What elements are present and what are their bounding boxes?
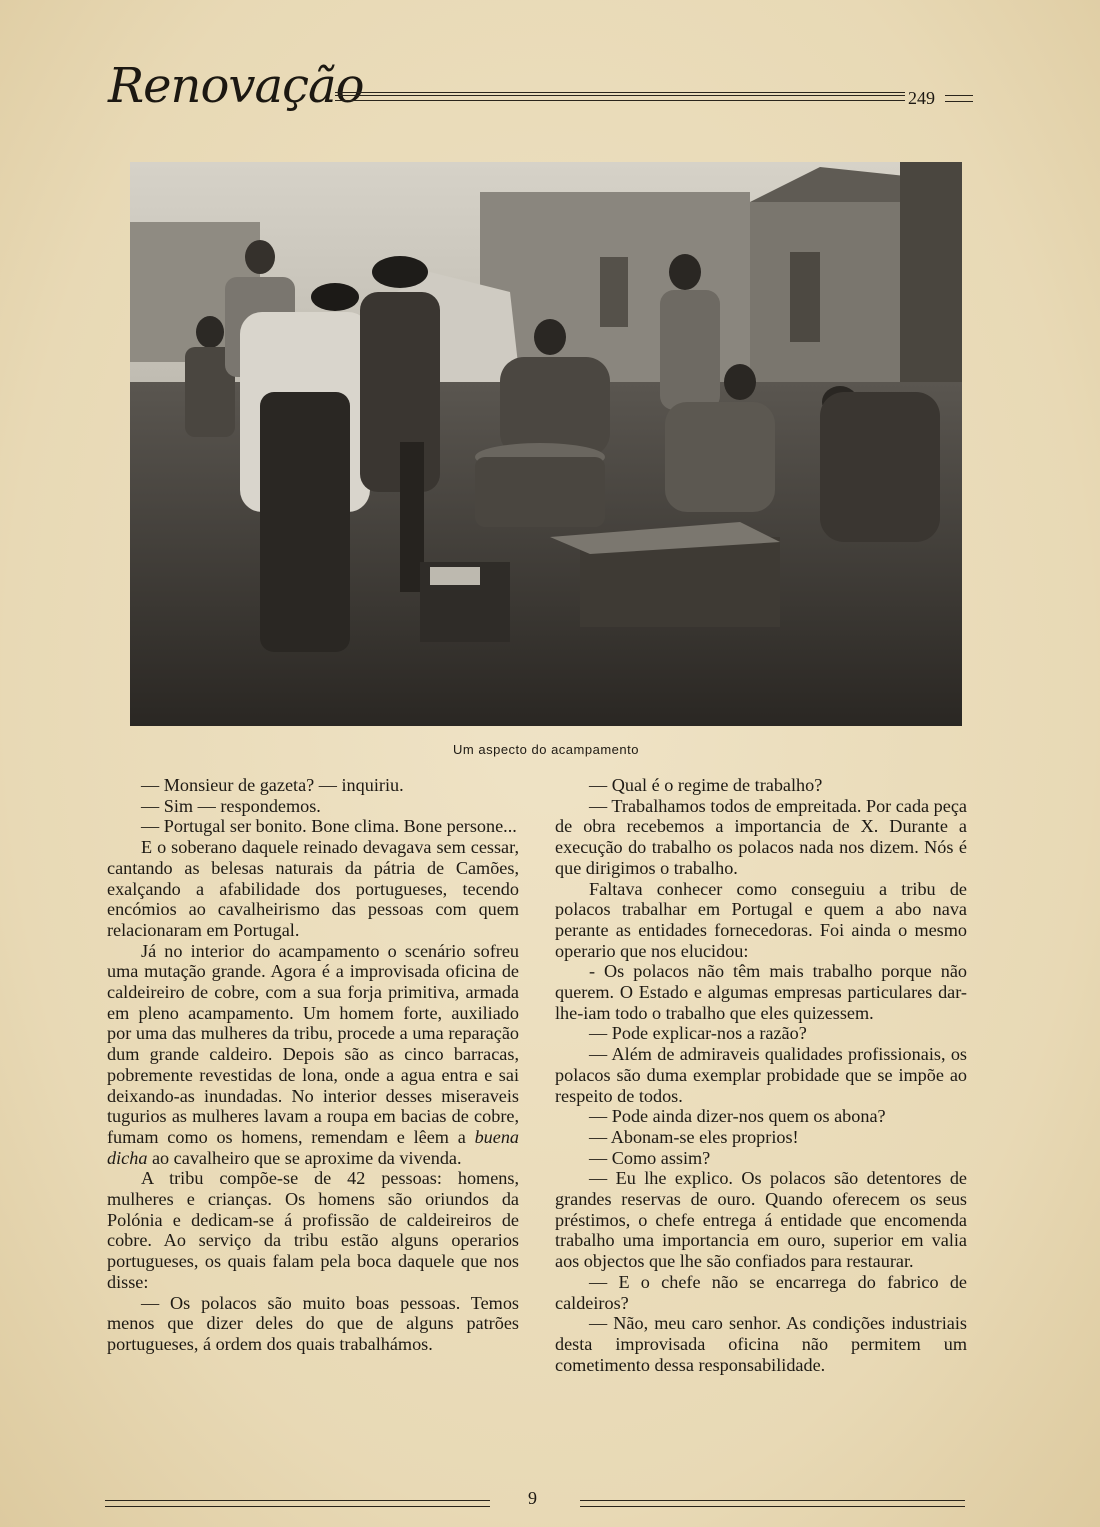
paragraph: — Sim — respondemos. [141,795,321,816]
paragraph: — Pode ainda dizer-nos quem os abona? [589,1106,886,1127]
page-number-rule [945,95,973,102]
paragraph: — Trabalhamos todos de empreitada. Por cada peça de obra recebemos a importancia de X. Durante a execução do trabalho os polacos nada nos dizem. Nós é que dirigimos o trabalho. [555,795,967,878]
paragraph: — Qual é o regime de trabalho? [589,775,823,795]
paragraph: — Abonam-se eles proprios! [589,1126,799,1147]
paragraph: Faltava conhecer como conseguiu a tribu de polacos trabalhar em Portugal e quem a abo nava perante as entidades fornecedoras. Foi ainda o mesmo operario que nos elucidou: [555,878,967,961]
paragraph: E o soberano daquele reinado devagava sem cessar, cantando as belesas naturais da pátria de Camões, exalçando a afabilidade dos portugueses, tecendo encómios ao cavalheirismo das pessoas com quem relacionaram em Portugal. [107,837,519,940]
page-number: 249 [908,88,935,108]
article-column-left [107,775,519,1355]
footer-rule-left [105,1500,490,1507]
paragraph [107,941,519,1169]
paragraph: — Como assim? [589,1147,711,1168]
paragraph: — Pode explicar-nos a razão? [589,1023,807,1044]
paragraph: — E o chefe não se encarrega do fabrico de caldeiros? [555,1271,967,1313]
paragraph: — Portugal ser bonito. Bone clima. Bone persone... [141,816,517,837]
italic-phrase: buena dicha [107,1126,520,1168]
sheet-number: 9 [528,1488,537,1508]
paragraph: — Os polacos são muito boas pessoas. Temos menos que dizer deles do que de alguns patrões portugueses, á ordem dos quais trabalhámos. [107,1292,519,1354]
masthead-rule [335,92,905,101]
footer-rule-right [580,1500,965,1507]
paragraph: — Monsieur de gazeta? — inquiriu. [141,775,404,795]
paragraph: A tribu compõe-se de 42 pessoas: homens, mulheres e crianças. Os homens são oriundos da Polónia e dedicam-se á profissão de caldeireiros de cobre. Ao serviço da tribu estão alguns operarios portugueses, os quais falam pela boca daquele que nos disse: [107,1168,519,1292]
photo-caption: Um aspecto do acampamento [453,742,639,757]
paragraph: — Não, meu caro senhor. As condições industriais desta improvisada oficina não permitem um cometimento dessa responsabilidade. [555,1313,967,1375]
article-column-right [555,775,967,1375]
photo-illustration [130,162,962,726]
paragraph: — Além de admiraveis qualidades profissionais, os polacos são duma exemplar probidade que se impõe ao respeito de todos. [555,1044,967,1106]
paragraph-text: Já no interior do acampamento o scenário sofreu uma mutação grande. Agora é a improvisada oficina de caldeireiro de cobre, com a sua forja primitiva, armada em pleno acampamento. Um homem forte, auxiliado por uma das mulheres da tribu, procede a uma reparação dum grande caldeiro. Depois são as cinco barracas, pobremente revestidas de lona, onde a agua entra e sai deixando-as inundadas. No interior desses miseraveis tugurios as mulheres lavam a roupa em bacias de cobre, fumam como os homens, remendam e lêem a [107,940,519,1147]
masthead-title: Renovação [108,58,364,114]
paragraph-text: ao cavalheiro que se aproxime da vivenda. [151,1147,462,1168]
paragraph: — Eu lhe explico. Os polacos são detentores de grandes reservas de ouro. Quando oferecem os seus préstimos, o chefe entrega á entidade que encomenda trabalho uma importancia em ouro, superior em valia aos objectos que lhe são confiados para restaurar. [555,1168,967,1272]
camp-photograph [130,162,962,726]
paragraph: - Os polacos não têm mais trabalho porque não querem. O Estado e algumas empresas particulares dar-lhe-iam todo o trabalho que eles quizessem. [555,961,967,1023]
